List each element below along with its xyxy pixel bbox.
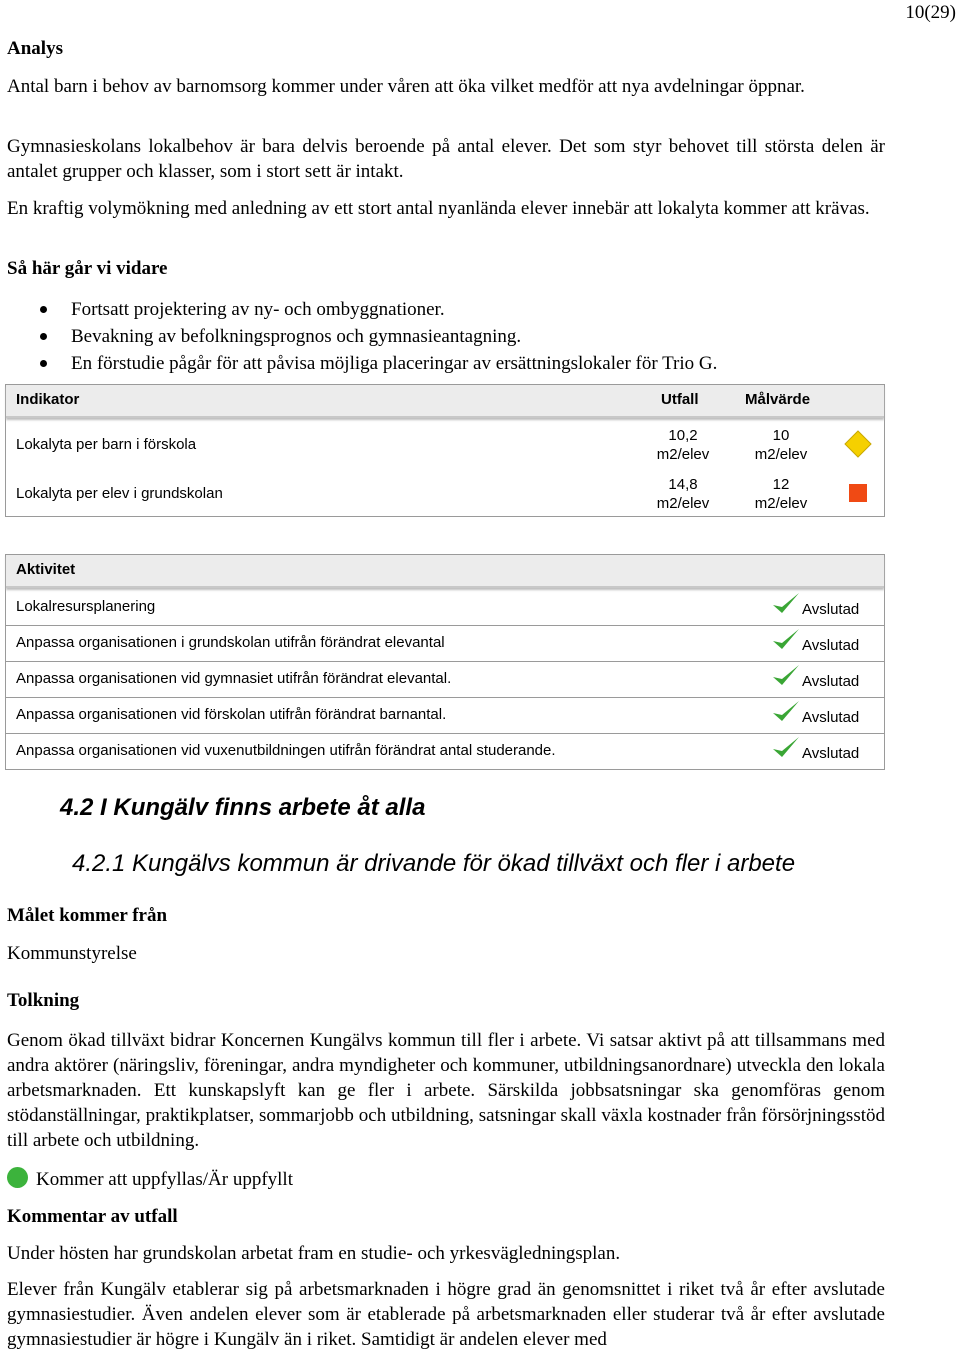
activity-table (5, 554, 885, 770)
header-indicator: Indikator (16, 391, 80, 408)
target-value (741, 475, 821, 513)
activity-status: Avslutad (802, 745, 860, 762)
table-row (6, 734, 884, 770)
analys-heading: Analys (7, 38, 63, 59)
next-steps-heading: Så här går vi vidare (7, 258, 168, 279)
outcome-number: 10,2 (668, 427, 698, 444)
target-number: 10 (772, 427, 790, 444)
table-row (6, 662, 884, 698)
outcome-unit: m2/elev (656, 446, 710, 463)
indicator-table-header (6, 385, 884, 418)
list-item: Bevakning av befolkningsprognos och gymnasieantagning. (40, 323, 717, 350)
red-square-icon (848, 483, 868, 503)
outcome-value (643, 475, 723, 513)
table-row (6, 469, 884, 517)
activity-name: Anpassa organisationen i grundskolan utifrån förändrat elevantal (16, 634, 445, 651)
outcome-unit: m2/elev (656, 495, 710, 512)
interpretation-heading: Tolkning (7, 990, 80, 1011)
list-item: Fortsatt projektering av ny- och ombyggnationer. (40, 296, 717, 323)
target-unit: m2/elev (754, 495, 808, 512)
activity-status: Avslutad (802, 709, 860, 726)
activity-name: Anpassa organisationen vid gymnasiet utifrån förändrat elevantal. (16, 670, 452, 687)
target-unit: m2/elev (754, 446, 808, 463)
fulfillment-label: Kommer att uppfyllas/Är uppfyllt (36, 1169, 293, 1190)
goal-from-heading: Målet kommer från (7, 905, 168, 926)
outcome-number: 14,8 (668, 476, 698, 493)
indicator-table (5, 384, 885, 517)
activity-status: Avslutad (802, 673, 860, 690)
next-steps-list (40, 296, 717, 377)
goal-from-value: Kommunstyrelse (7, 943, 137, 964)
indicator-name: Lokalyta per barn i förskola (16, 436, 197, 453)
subsection-heading: 4.2.1 Kungälvs kommun är drivande för ökad tillväxt och fler i arbete (72, 850, 796, 877)
checkmark-icon (771, 698, 801, 728)
green-status-dot-icon (7, 1167, 28, 1188)
comment-paragraph-2: Elever från Kungälv etablerar sig på arbetsmarknaden i högre grad än genomsnittet i riket två år efter avslutade gymnasiestudier. Även andelen elever som är etablerade på arbetsmarknaden eller studerar två år efter avslutade gymnasiestudier är högre i Kungälv än i riket. Samtidigt är andelen elever med (7, 1279, 885, 1350)
comment-paragraph-1: Under hösten har grundskolan arbetat fram en studie- och yrkesvägledningsplan. (7, 1243, 621, 1264)
checkmark-icon (771, 626, 801, 656)
target-number: 12 (772, 476, 790, 493)
activity-name: Anpassa organisationen vid förskolan utifrån förändrat barnantal. (16, 706, 447, 723)
table-row (6, 626, 884, 662)
activity-name: Lokalresursplanering (16, 598, 156, 615)
analys-paragraph-1: Antal barn i behov av barnomsorg kommer under våren att öka vilket medför att nya avdelningar öppnar. (7, 76, 805, 97)
outcome-value (643, 426, 723, 464)
comment-heading: Kommentar av utfall (7, 1206, 178, 1227)
checkmark-icon (771, 662, 801, 692)
activity-name: Anpassa organisationen vid vuxenutbildningen utifrån förändrat antal studerande. (16, 742, 556, 759)
analys-paragraph-2: Gymnasieskolans lokalbehov är bara delvis beroende på antal elever. Det som styr behovet till största delen är antalet grupper och klasser, som i stort sett är intakt. (7, 136, 885, 182)
yellow-diamond-icon (844, 430, 872, 458)
header-target: Målvärde (745, 391, 811, 408)
activity-table-header (6, 555, 884, 588)
table-row (6, 420, 884, 468)
header-outcome: Utfall (661, 391, 699, 408)
list-item: En förstudie pågår för att påvisa möjliga placeringar av ersättningslokaler för Trio G. (40, 350, 717, 377)
table-row (6, 698, 884, 734)
section-heading: 4.2 I Kungälv finns arbete åt alla (60, 794, 426, 821)
analys-paragraph-3: En kraftig volymökning med anledning av ett stort antal nyanlända elever innebär att lokalyta kommer att krävas. (7, 198, 870, 219)
target-value (741, 426, 821, 464)
activity-status: Avslutad (802, 637, 860, 654)
interpretation-text: Genom ökad tillväxt bidrar Koncernen Kungälvs kommun till fler i arbete. Vi satsar aktivt på att tillsammans med andra aktörer (näringsliv, föreningar, andra myndigheter och kommuner, utbildningsanordnare) utveckla den lokala arbetsmarknaden. Ett kunskapslyft kan ge fler i arbete. Särskilda jobbsatsningar ska genomföras genom stödanställningar, praktikplatser, sommarjobb och utbildning, satsningar skall växla kostnader från försörjningsstöd till arbete och utbildning. (7, 1030, 885, 1151)
header-activity: Aktivitet (16, 561, 76, 578)
activity-status: Avslutad (802, 601, 860, 618)
checkmark-icon (771, 734, 801, 764)
checkmark-icon (771, 590, 801, 620)
table-row (6, 590, 884, 626)
page-number: 10(29) (905, 2, 956, 23)
indicator-name: Lokalyta per elev i grundskolan (16, 485, 223, 502)
